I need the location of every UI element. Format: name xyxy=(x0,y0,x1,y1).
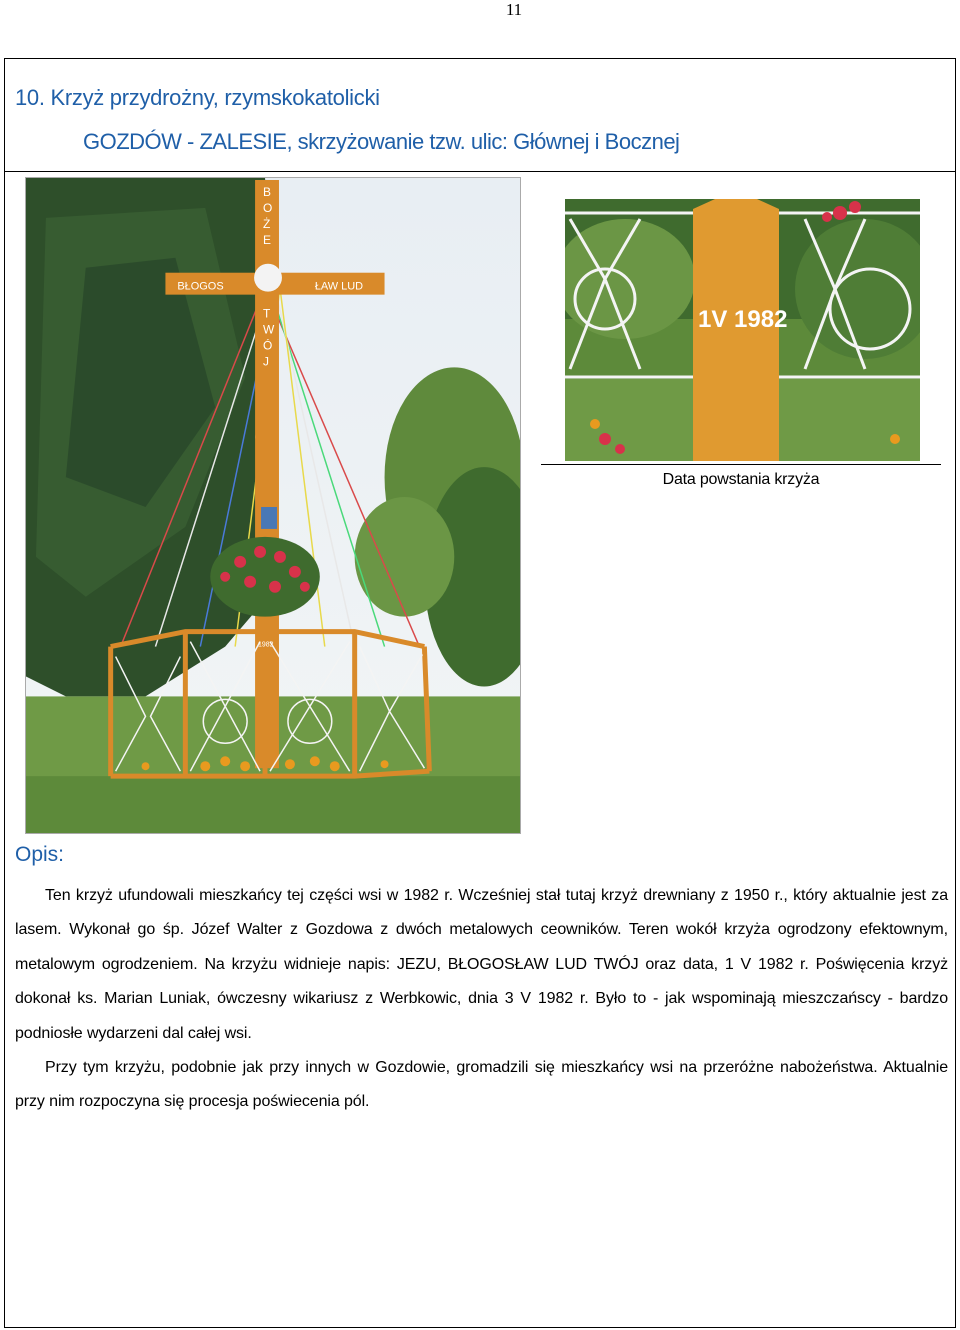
cross-date-detail-photo xyxy=(565,199,920,461)
description-paragraph-2: Przy tym krzyżu, podobnie jak przy innych w Gozdowie, gromadzili się mieszkańcy wsi na przeróżne nabożeństwa. Aktualnie przy nim rozpoczyna się procesja poświecenia pól. xyxy=(15,1059,948,1111)
cross-inscription-lower-letter: J xyxy=(263,354,270,369)
cross-inscription-top-letter: Ż xyxy=(263,216,271,231)
photo-caption: Data powstania krzyża xyxy=(662,471,820,488)
cross-inscription-lower-letter: T xyxy=(263,306,271,321)
page-title: 10. Krzyż przydrożny, rzymskokatolicki xyxy=(15,85,380,110)
description-paragraph-1: Ten krzyż ufundowali mieszkańcy tej części wsi w 1982 r. Wcześniej stał tutaj krzyż drewniany z 1950 r., który aktualnie jest za lasem. Wykonał go śp. Józef Walter z Gozdowa z dwóch metalowych ceowników. Teren wokół krzyża ogrodzony efektownym, metalowym ogrodzeniem. Na krzyżu widnieje napis: JEZU, BŁOGOSŁAW LUD TWÓJ oraz data, 1 V 1982 r. Poświęcenia krzyż dokonał ks. Marian Luniak, ówczesny wikariusz z Werbkowic, dnia 3 V 1982 r. Było to - jak wspominają mieszczańscy - bardzo podniosłe wydarzeni dal całej wsi. xyxy=(15,887,948,1042)
page-number: 11 xyxy=(505,0,523,19)
cross-inscription-top-letter: E xyxy=(263,232,272,247)
cross-photo xyxy=(25,177,521,834)
location-subtitle: GOZDÓW - ZALESIE, skrzyżowanie tzw. ulic: Głównej i Bocznej xyxy=(83,129,680,154)
plate-date-text: 1V 1982 xyxy=(698,306,788,333)
cross-inscription-left: BŁOGOS xyxy=(177,280,224,293)
cross-inscription-top-letter: O xyxy=(263,200,273,215)
cross-inscription-top-letter: B xyxy=(263,184,272,199)
document-frame xyxy=(4,58,956,1328)
cross-inscription-lower-letter: Ó xyxy=(263,338,273,353)
header-row xyxy=(5,59,955,172)
cross-inscription-right: ŁAW LUD xyxy=(314,280,364,293)
description-heading: Opis: xyxy=(15,843,65,866)
description-body xyxy=(15,879,948,1120)
cross-inscription-lower-letter: W xyxy=(263,322,275,337)
cross-date-small: 1982 xyxy=(258,641,274,649)
